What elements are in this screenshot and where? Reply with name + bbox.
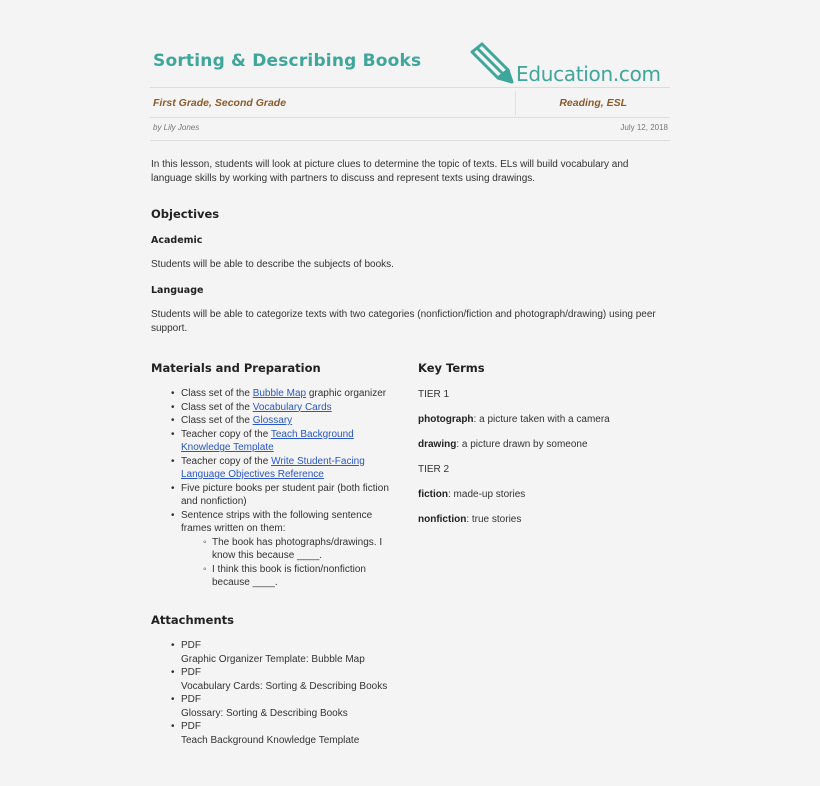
term-photograph: photograph: a picture taken with a camera xyxy=(418,414,610,425)
materials-heading: Materials and Preparation xyxy=(151,361,321,375)
sentence-frames-list xyxy=(181,536,396,590)
tier-2-label: TIER 2 xyxy=(418,464,450,475)
list-item: • Five picture books per student pair (both fiction and nonfiction) xyxy=(171,482,396,509)
attachments-list xyxy=(171,639,471,747)
language-objective: Students will be able to categorize texts with two categories (nonfiction/fiction and photograph/drawing) using peer support. xyxy=(151,309,656,334)
academic-heading: Academic xyxy=(151,235,203,246)
attachment-type: • PDF xyxy=(181,721,201,732)
attachment-item[interactable] xyxy=(171,693,471,720)
attachment-type: • PDF xyxy=(181,667,201,678)
list-item: • Class set of the Vocabulary Cards xyxy=(171,401,396,415)
logo-wordmark: Education.com xyxy=(516,62,661,86)
attachment-name: Vocabulary Cards: Sorting & Describing Books xyxy=(181,680,388,692)
grade-levels: First Grade, Second Grade xyxy=(153,97,287,109)
education-com-logo[interactable] xyxy=(468,42,678,86)
list-item: • Teacher copy of the Write Student-Facing Language Objectives Reference xyxy=(171,455,396,482)
list-item: • Teacher copy of the Teach Background Knowledge Template xyxy=(171,428,396,455)
publish-date: July 12, 2018 xyxy=(620,123,668,132)
page-title: Sorting & Describing Books xyxy=(153,51,422,71)
materials-list xyxy=(171,387,396,590)
byline-divider xyxy=(150,140,670,141)
list-item: • Class set of the Bubble Map graphic organizer xyxy=(171,387,396,401)
sentence-frame: ◦ I think this book is fiction/nonfiction because ____. xyxy=(203,563,396,590)
teach-background-knowledge-link[interactable]: Teach Background Knowledge Template xyxy=(181,428,354,453)
bubble-map-link[interactable]: Bubble Map xyxy=(252,388,307,399)
glossary-link[interactable]: Glossary xyxy=(252,415,293,426)
term-nonfiction: nonfiction: true stories xyxy=(418,514,522,525)
list-item: • Sentence strips with the following sentence frames written on them: ◦ The book has photographs/drawings. I know this because ____. ◦ I think this book is fiction/nonfiction because ____. xyxy=(171,509,396,590)
list-item: • Class set of the Glossary xyxy=(171,414,396,428)
key-terms-heading: Key Terms xyxy=(418,361,485,375)
meta-divider-bottom xyxy=(150,117,670,118)
attachment-item[interactable] xyxy=(171,666,471,693)
attachment-name: Glossary: Sorting & Describing Books xyxy=(181,707,348,719)
attachment-item[interactable] xyxy=(171,639,471,666)
header-divider xyxy=(150,87,670,88)
language-heading: Language xyxy=(151,285,204,296)
sentence-frame: ◦ The book has photographs/drawings. I know this because ____. xyxy=(203,536,396,563)
objectives-heading: Objectives xyxy=(151,207,220,221)
attachment-type: • PDF xyxy=(181,694,201,705)
attachment-name: Graphic Organizer Template: Bubble Map xyxy=(181,653,365,665)
author: by Lily Jones xyxy=(153,123,200,132)
tier-1-label: TIER 1 xyxy=(418,389,450,400)
intro-paragraph: In this lesson, students will look at picture clues to determine the topic of texts. ELs will build vocabulary and language skills by working with partners to discuss and represent texts using drawings. xyxy=(151,159,629,184)
meta-divider xyxy=(515,91,516,115)
attachment-name: Teach Background Knowledge Template xyxy=(181,734,360,746)
term-fiction: fiction: made-up stories xyxy=(418,489,526,500)
pencil-logo-icon xyxy=(468,42,514,86)
language-objectives-reference-link[interactable]: Write Student-Facing Language Objectives Reference xyxy=(181,455,365,480)
attachment-type: • PDF xyxy=(181,640,201,651)
attachments-heading: Attachments xyxy=(151,613,234,627)
term-drawing: drawing: a picture drawn by someone xyxy=(418,439,588,450)
attachment-item[interactable] xyxy=(171,720,471,747)
academic-objective: Students will be able to describe the subjects of books. xyxy=(151,259,394,270)
vocabulary-cards-link[interactable]: Vocabulary Cards xyxy=(252,401,332,413)
subjects: Reading, ESL xyxy=(559,97,627,109)
